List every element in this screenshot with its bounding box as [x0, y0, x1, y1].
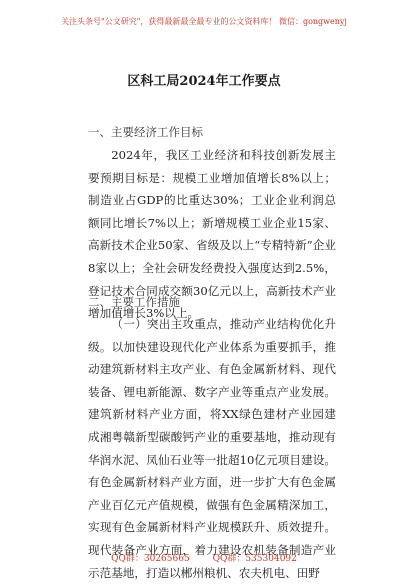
footer-banner — [0, 551, 408, 564]
document-title: 区科工局2024年工作要点 — [127, 74, 281, 89]
paragraph-goals-text: 2024年，我区工业经济和科技创新发展主要预期目标是：规模工业增加值增长8%以上；制造业占GDP的比重达30%；工业企业利润总额同比增长7%以上；新增规模工业企业15家、高新技术企业50家、省级及以上“专精特新”企业8家以上；全社会研发经费投入强度达到2.5%，登记技术合同成交额30亿元以上，高新技术产业增加值增长3%以上。 — [88, 148, 336, 321]
paragraph-measures — [88, 313, 336, 584]
section-heading-measures: 二、主要工作措施 — [88, 295, 180, 309]
footer-qq-group-2: QQ群：535304092 — [212, 554, 297, 564]
header-banner: 关注头条号"公文研究"，获得最新最全最专业的公文资料库！ 微信：gongwenyj — [61, 17, 347, 26]
paragraph-measures-text: （一）突出主攻重点，推动产业结构优化升级。以加快建设现代化产业体系为重要抓手，推动建筑新材料主攻产业、有色金属新材料、现代装备、锂电新能源、数字产业等重点产业发展。建筑新材料产业方面，将XX绿色建材产业园建成湘粤赣新型碳酸钙产业的重要基地，推动现有华润水泥、凤仙石业等一批超10亿元项目建设。有色金属新材料产业方面，进一步扩大有色金属产业百亿元产值规模，做强有色金属精深加工，实现有色金属新材料产业规模跃升、质效提升。现代装备产业方面，着力建设农机装备制造产业示范基地，打造以郴州粮机、农夫机电、田野 — [88, 317, 336, 580]
footer-qq-group-1: QQ群：30265665 — [111, 554, 190, 564]
section-heading-goals: 一、主要经济工作目标 — [88, 125, 203, 139]
